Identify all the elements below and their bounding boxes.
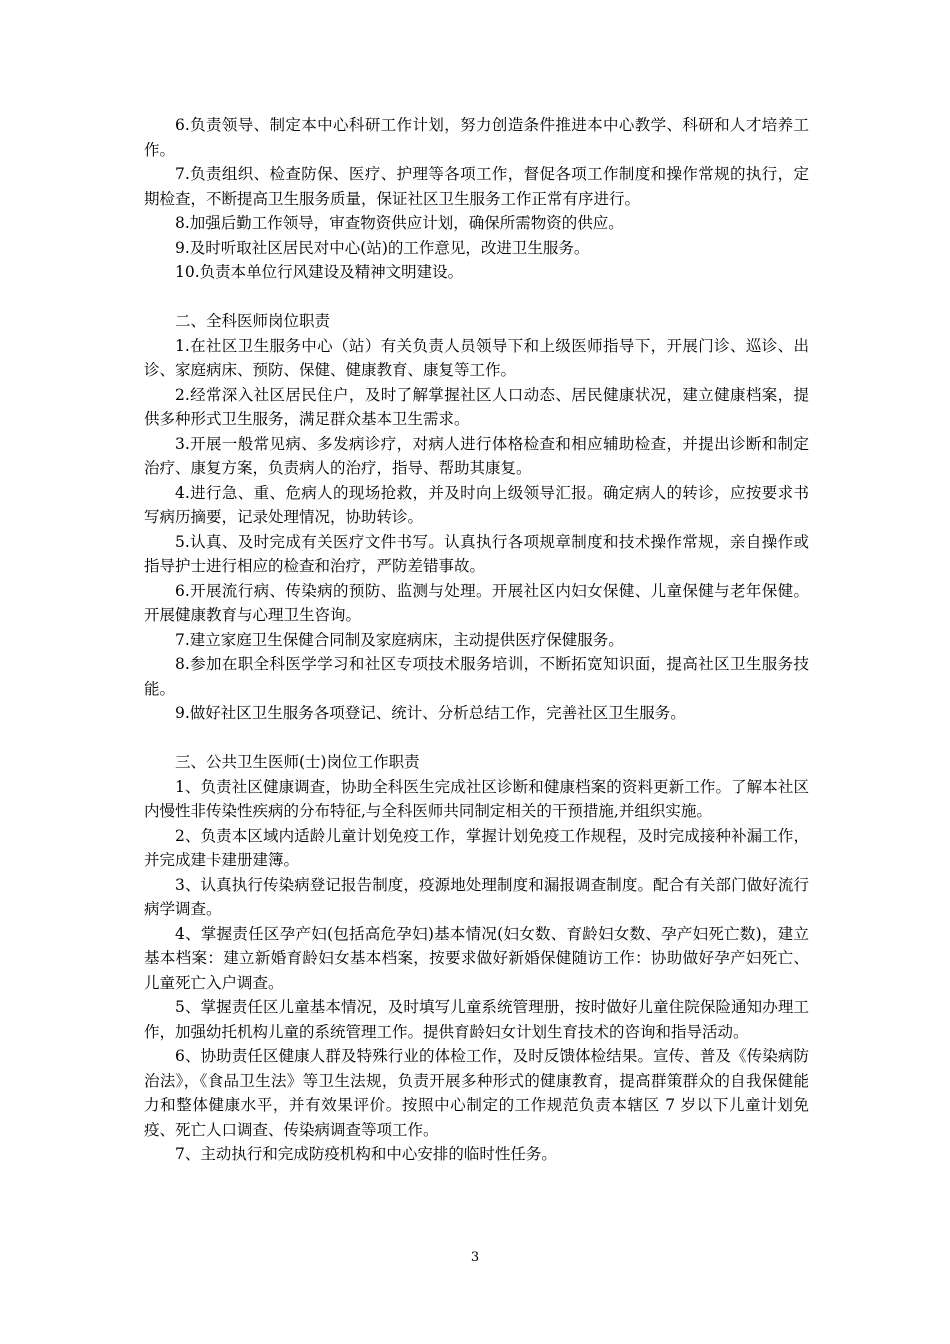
paragraph: 4、掌握责任区孕产妇(包括高危孕妇)基本情况(妇女数、育龄妇女数、孕产妇死亡数)，建立基本档案：建立新婚育龄妇女基本档案，按要求做好新婚保健随访工作：协助做好孕产妇死亡、儿童死亡入户调查。: [144, 924, 809, 992]
paragraph: 6.开展流行病、传染病的预防、监测与处理。开展社区内妇女保健、儿童保健与老年保健。开展健康教育与心理卫生咨询。: [144, 581, 809, 624]
page-number: 3: [470, 1250, 480, 1265]
paragraph: 1.在社区卫生服务中心（站）有关负责人员领导下和上级医师指导下，开展门诊、巡诊、出诊、家庭病床、预防、保健、健康教育、康复等工作。: [144, 336, 809, 379]
paragraph: 7、主动执行和完成防疫机构和中心安排的临时性任务。: [175, 1145, 557, 1163]
document-body: [144, 113, 809, 1167]
paragraph: 8.参加在职全科医学学习和社区专项技术服务培训，不断拓宽知识面，提高社区卫生服务技能。: [144, 655, 809, 698]
paragraph: 9.及时听取社区居民对中心(站)的工作意见，改进卫生服务。: [175, 238, 590, 257]
paragraph: 9.做好社区卫生服务各项登记、统计、分析总结工作，完善社区卫生服务。: [175, 704, 686, 722]
paragraph: 2.经常深入社区居民住户，及时了解掌握社区人口动态、居民健康状况，建立健康档案，提供多种形式卫生服务，满足群众基本卫生需求。: [144, 385, 809, 428]
paragraph: 7.负责组织、检查防保、医疗、护理等各项工作，督促各项工作制度和操作常规的执行，定期检查，不断提高卫生服务质量，保证社区卫生服务工作正常有序进行。: [144, 165, 809, 208]
paragraph: 6.负责领导、制定本中心科研工作计划，努力创造条件推进本中心教学、科研和人才培养工作。: [144, 116, 809, 159]
section-heading: 三、公共卫生医师(士)岗位工作职责: [175, 753, 420, 771]
paragraph: 5.认真、及时完成有关医疗文件书写。认真执行各项规章制度和技术操作常规，亲自操作或指导护士进行相应的检查和治疗，严防差错事故。: [144, 532, 809, 575]
paragraph: 2、负责本区域内适龄儿童计划免疫工作，掌握计划免疫工作规程，及时完成接种补漏工作，并完成建卡建册建簿。: [144, 826, 809, 869]
section-heading: 二、全科医师岗位职责: [175, 312, 331, 330]
paragraph: 3.开展一般常见病、多发病诊疗，对病人进行体格检查和相应辅助检查，并提出诊断和制定治疗、康复方案，负责病人的治疗，指导、帮助其康复。: [144, 434, 809, 477]
paragraph: 6、协助责任区健康人群及特殊行业的体检工作，及时反馈体检结果。宣传、普及《传染病防治法》，《食品卫生法》等卫生法规，负责开展多种形式的健康教育，提高群策群众的自我保健能力和整体健康水平，并有效果评价。按照中心制定的工作规范负责本辖区 7 岁以下儿童计划免疫、死亡人口调查、传染病调查等项工作。: [144, 1047, 809, 1139]
paragraph: 7.建立家庭卫生保健合同制及家庭病床，主动提供医疗保健服务。: [175, 630, 624, 649]
paragraph: 1、负责社区健康调查，协助全科医生完成社区诊断和健康档案的资料更新工作。了解本社区内慢性非传染性疾病的分布特征,与全科医师共同制定相关的干预措施,并组织实施。: [144, 777, 809, 820]
paragraph: 8.加强后勤工作领导，审查物资供应计划，确保所需物资的供应。: [175, 214, 624, 232]
paragraph: 4.进行急、重、危病人的现场抢救，并及时向上级领导汇报。确定病人的转诊，应按要求书写病历摘要，记录处理情况，协助转诊。: [144, 483, 809, 526]
paragraph: 10.负责本单位行风建设及精神文明建设。: [175, 263, 464, 281]
paragraph: 3、认真执行传染病登记报告制度，疫源地处理制度和漏报调查制度。配合有关部门做好流行病学调查。: [144, 875, 809, 918]
paragraph: 5、掌握责任区儿童基本情况，及时填写儿童系统管理册，按时做好儿童住院保险通知办理工作，加强幼托机构儿童的系统管理工作。提供育龄妇女计划生育技术的咨询和指导活动。: [144, 998, 809, 1041]
